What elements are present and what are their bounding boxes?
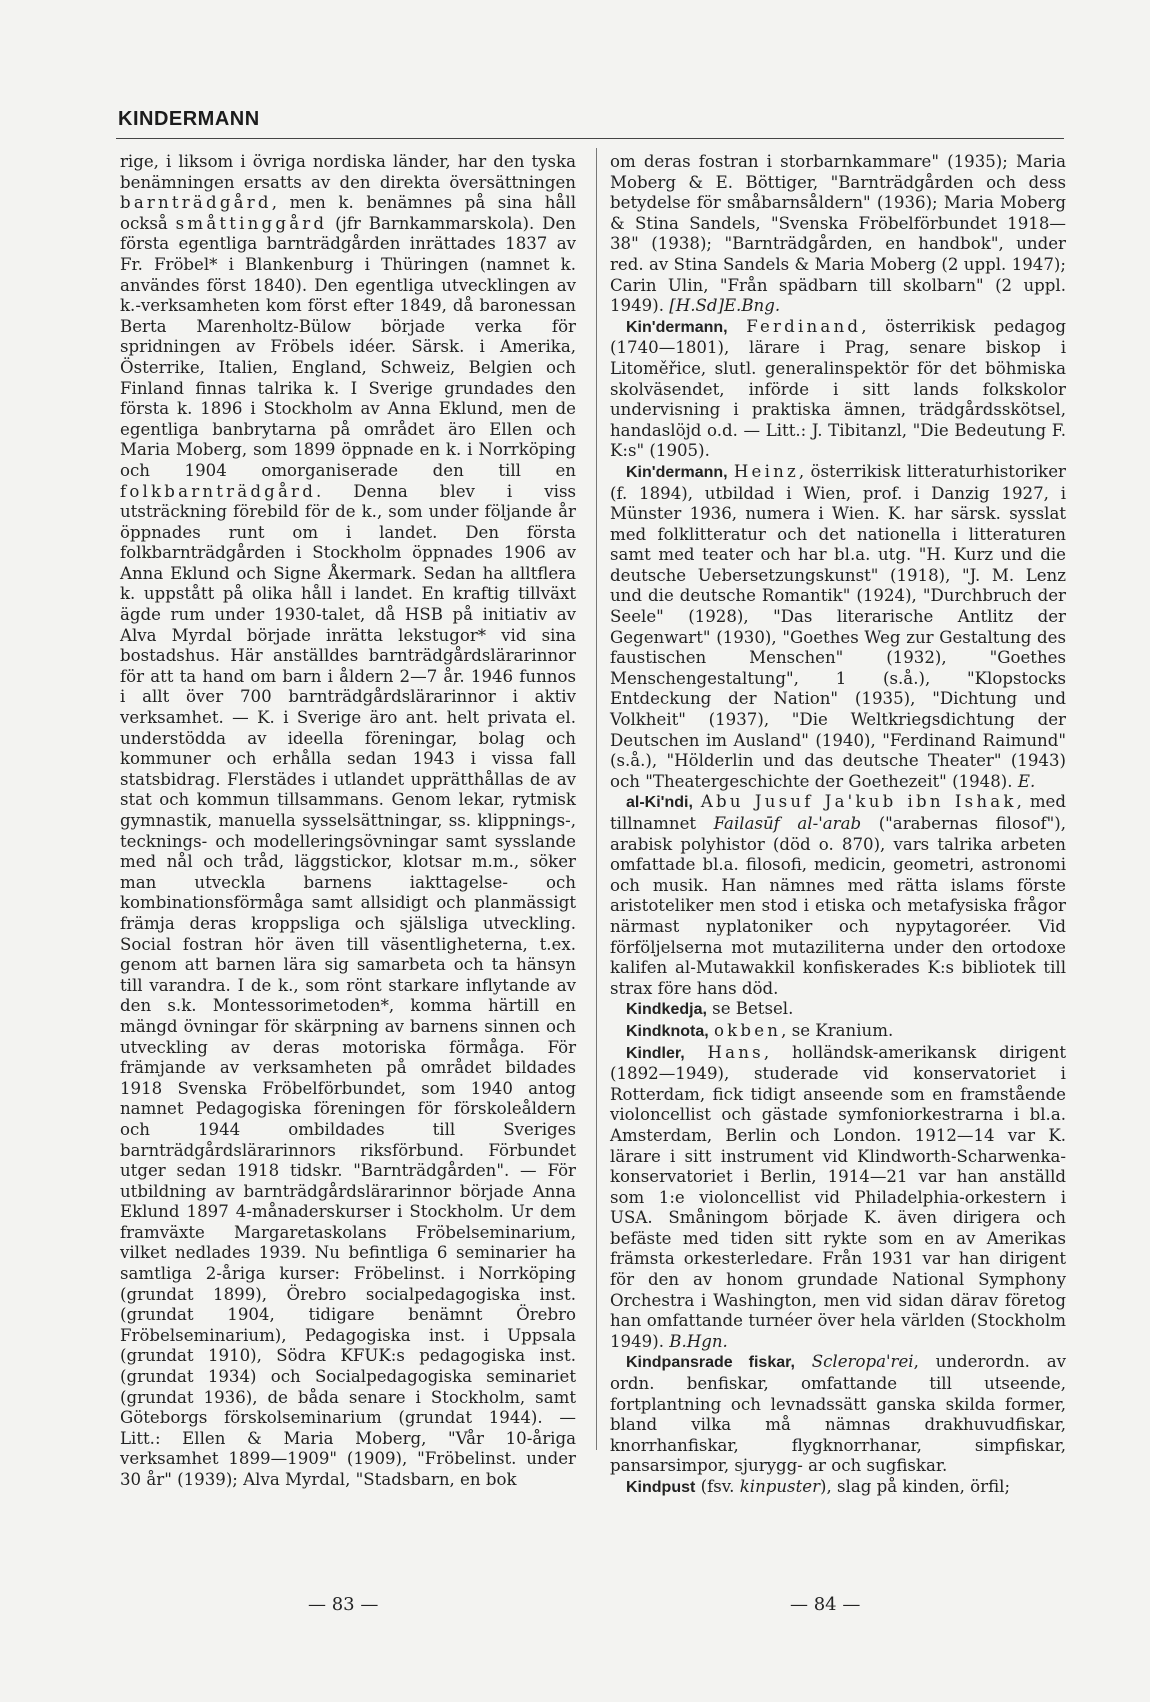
spaced-term: folkbarnträdgård (120, 481, 317, 501)
entry-kindpansrade-fiskar: Kindpansrade fiskar, Scleropa'rei, underordn. av ordn. benfiskar, omfattande till utseende, fortplantning och levnadssätt ganska skilda former, bland vilka må nämnas drakhuvudfiskar, knorrhanfiskar, flygknorrhanar, simpfiskar, pansarsimpor, sjurygg- ar och sugfiskar. (610, 1352, 1066, 1476)
spaced-term: barnträdgård (120, 193, 272, 213)
spaced-term: småttinggård (175, 213, 328, 233)
entry-kindknota: Kindknota, okben, se Kranium. (626, 1020, 894, 1040)
column-divider (596, 148, 597, 1450)
entry-kindpust: Kindpust (fsv. kinpuster), slag på kinden, örfil; (626, 1477, 1011, 1496)
page-number-left: — 83 — (308, 1594, 379, 1615)
entry-kindkedja: Kindkedja, se Betsel. (626, 999, 794, 1019)
spaced-term: Hans (707, 1042, 764, 1062)
page-number-right: — 84 — (790, 1594, 861, 1615)
running-head: KINDERMANN (118, 108, 260, 130)
entry-headword: al-Ki'ndi, (626, 794, 693, 812)
entry-kindermann-heinz: Kin'dermann, Heinz, österrikisk litteraturhistoriker (f. 1894), utbildad i Wien, prof. i Danzig 1927, i Münster 1936, numera i Wien. K. har särsk. sysslat med folklitteratur och det nationella i litteraturen samt med teater och har bl.a. utg. "H. Kurz und die deutsche Uebersetzungskunst" (1918), "J. M. Lenz und die deutsche Romantik" (1924), "Durchbruch der Seele" (1928), "Das literarische Antlitz der Gegenwart" (1930), "Goethes Weg zur Gestaltung des faustischen Menschen" (1932), "Goethes Menschengestaltung", 1 (s.å.), "Klopstocks Entdeckung der Nation" (1935), "Dichtung und Volkheit" (1937), "Die Weltkriegsdichtung der Deutschen im Ausland" (1940), "Ferdinand Raimund" (s.å.), "Hölderlin und das deutsche Theater" (1943) och "Theatergeschichte der Goethezeit" (1948). E. (610, 461, 1066, 791)
entry-headword: Kindler, (626, 1044, 685, 1062)
entry-headword: Kindkedja, (626, 1001, 707, 1019)
right-column (610, 152, 1066, 1499)
author-signature: [H.Sd]E.Bng. (669, 296, 781, 316)
article-text-barntradgard: rige, i liksom i övriga nordiska länder, har den tyska benämningen ersatts av den direkta översättningen barnträdgård, men k. benämnes på sina håll också småttinggård (jfr Barnkammarskola). Den första egentliga barnträdgården inrättades 1837 av Fr. Fröbel* i Blankenburg i Thüringen (namnet k. användes först 1840). Den egentliga utvecklingen av k.-verksamheten kom först efter 1849, då baronessan Berta Marenholtz-Bülow började verka för spridningen av Fröbels idéer. Särsk. i Amerika, Österrike, Italien, England, Schweiz, Belgien och Finland finnas talrika k. I Sverige grundades den första k. 1896 i Stockholm av Anna Eklund, men de egentliga banbrytarna på området äro Ellen och Maria Moberg, som 1899 öppnade en k. i Norrköping och 1904 omorganiserade den till en folkbarnträdgård. Denna blev i viss utsträckning förebild för de k., som under följande år öppnades runt om i landet. Den första folkbarnträdgården i Stockholm öppnades 1906 av Anna Eklund och Signe Åkermark. Sedan ha alltflera k. uppstått på olika håll i landet. En kraftig tillväxt ägde rum under 1930-talet, då HSB på initiativ av Alva Myrdal började inrätta lekstugor* vid sina bostadshus. Här anställdes barnträdgårdslärarinnor för att ta hand om barn i åldern 2—7 år. 1946 funnos i allt över 700 barnträdgårdslärarinnor i aktiv verksamhet. — K. i Sverige äro ant. helt privata el. understödda av ideella föreningar, bolag och kommuner och erhålla sedan 1943 i vissa fall statsbidrag. Flerstädes i utlandet upprätthållas de av stat och kommun tillsammans. Genom lekar, rytmisk gymnastik, manuella sysselsättningar, ss. klippnings-, tecknings- och modelleringsövningar samt sysslande med nål och tråd, läggstickor, klotsar m.m., söker man utveckla barnens iakttagelse- och kombinationsförmåga samt allsidigt och planmässigt främja deras kroppsliga och själsliga utveckling. Social fostran hör även till väsentligheterna, t.ex. genom att barnen lära sig samarbeta och ta hänsyn till varandra. I de k., som rönt starkare inflytande av den s.k. Montessorimetoden*, komma härtill en mängd övningar för skärpning av barnens sinnen och utveckling av deras motoriska förmåga. För främjande av verksamheten på området bildades 1918 Svenska Fröbelförbundet, som 1940 antog namnet Pedagogiska föreningen för förskoleåldern och 1944 ombildades till Sveriges barnträdgårdslärarinnors riksförbund. Förbundet utger sedan 1918 tidskr. "Barnträdgården". — För utbildning av barnträdgårdslärarinnor började Anna Eklund 1897 4-månaderskurser i Stockholm. Ur dem framväxte Margaretaskolans Fröbelseminarium, vilket nedlades 1939. Nu befintliga 6 seminarier ha samtliga 2-åriga kurser: Fröbelinst. i Norrköping (grundat 1899), Örebro socialpedagogiska inst. (grundat 1904, tidigare benämnt Örebro Fröbelseminarium), Pedagogiska inst. i Uppsala (grundat 1910), Södra KFUK:s pedagogiska inst. (grundat 1934) och Socialpedagogiska seminariet (grundat 1936), de båda senare i Stockholm, samt Göteborgs förskolseminarium (grundat 1944). — Litt.: Ellen & Maria Moberg, "Vår 10-åriga verksamhet 1899—1909" (1909), "Fröbelinst. under 30 år" (1939); Alva Myrdal, "Stadsbarn, en bok (120, 152, 576, 1489)
author-signature: E. (1017, 771, 1036, 791)
spaced-term: okben (713, 1020, 782, 1040)
spaced-term: Ferdinand (746, 316, 862, 336)
spaced-term: Abu Jusuf Ja'kub ibn Ishak (700, 792, 1017, 812)
entry-headword: Kin'dermann, (626, 318, 728, 336)
spaced-term: Heinz (733, 461, 799, 481)
entry-headword: Kindpust (626, 1479, 696, 1496)
article-continuation: om deras fostran i storbarnkammare" (1935); Maria Moberg & E. Böttiger, "Barnträdgården och dess betydelse för småbarnsåldern" (1936); Maria Moberg & Stina Sandels, "Svenska Fröbelförbundet 1918—38" (1938); "Barnträdgården, en handbok", under red. av Stina Sandels & Maria Moberg (2 uppl. 1947); Carin Ulin, "Från spädbarn till skolbarn" (2 uppl. 1949). [H.Sd]E.Bng. (610, 152, 1066, 316)
left-column (120, 152, 576, 1491)
entry-headword: Kindknota, (626, 1022, 709, 1040)
entry-headword: Kindpansrade fiskar, (626, 1354, 795, 1372)
header-rule (116, 138, 1064, 139)
entry-al-kindi: al-Ki'ndi, Abu Jusuf Ja'kub ibn Ishak, med tillnamnet Failasūf al-'arab ("arabernas filosof"), arabisk polyhistor (död o. 870), vars talrika arbeten omfattade bl.a. filosofi, medicin, geometri, astronomi och musik. Han nämnes med rätta islams förste aristoteliker men stod i etiska och metafysiska frågor närmast nyplatoniker och nypytagoréer. Vid förföljelserna mot mutaziliterna under den ortodoxe kalifen al-Mutawakkil konfiskerades K:s bibliotek till strax före hans död. (610, 792, 1067, 998)
entry-kindermann-ferdinand: Kin'dermann, Ferdinand, österrikisk pedagog (1740—1801), lärare i Prag, senare biskop i Litoměřice, slutl. generalinspektör för det böhmiska skolväsendet, införde i sitt lands folkskolor undervisning i praktiska ämnen, trädgårdsskötsel, handaslöjd o.d. — Litt.: J. Tibitanzl, "Die Bedeutung F. K:s" (1905). (610, 316, 1066, 461)
author-signature: B.Hgn. (669, 1331, 728, 1351)
entry-kindler-hans: Kindler, Hans, holländsk-amerikansk dirigent (1892—1949), studerade vid konservatoriet i Rotterdam, fick tidigt anseende som en framstående violoncellist och gästade symfoniorkestrarna i bl.a. Amsterdam, Berlin och London. 1912—14 var K. lärare i sitt instrument vid Klindworth-Scharwenka-konservatoriet i Berlin, 1914—21 var han anställd som 1:e violoncellist vid Philadelphia-orkestern i USA. Småningom började K. även dirigera och befäste med tiden sitt rykte som en av Amerikas främsta orkesterledare. Från 1931 var han dirigent för den av honom grundade National Symphony Orchestra i Washington, men vid sidan därav företog han omfattande turnéer över hela världen (Stockholm 1949). B.Hgn. (610, 1042, 1066, 1351)
entry-headword: Kin'dermann, (626, 463, 728, 481)
